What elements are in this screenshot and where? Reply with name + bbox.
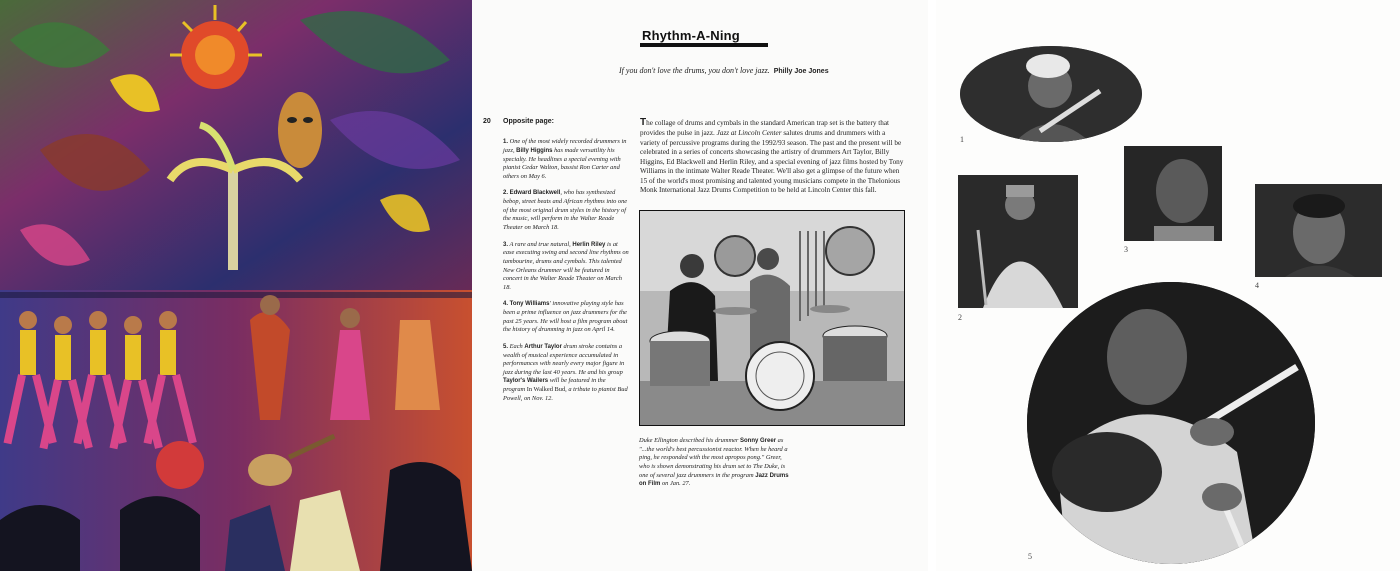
photo-billy-higgins	[960, 46, 1142, 142]
sidebar-entries	[503, 138, 629, 411]
portrait-page	[936, 0, 1400, 571]
drummer-name: Billy Higgins	[516, 147, 553, 154]
photo-tony-williams	[1255, 184, 1382, 277]
epigraph	[619, 66, 829, 75]
caption-drummer-name: Sonny Greer	[740, 438, 777, 444]
mask-shape	[278, 92, 322, 168]
drummer-name: Arthur Taylor	[524, 343, 562, 350]
sidebar-entry: 5. Each Arthur Taylor drum stroke contains a wealth of musical experience accumulated in performances with nearly every major figure in jazz during the last 40 years. He and his group Taylor's Wailers will be featured in the program In Walked Bud, a tribute to pianist Bud Powell, on Nov. 12.	[503, 342, 628, 402]
photo-caption: Duke Ellington described his drummer Sonny Greer as "...the world's best percussionist reactor. When he heard a ping, he responded with the most apropos pong." Greer, who is shown demonstrating his drum set to The Duke, is one of several jazz drummers in the program Jazz Drums on Film on Jan. 27.	[639, 437, 789, 488]
title-underline	[640, 43, 768, 47]
epigraph-quote: If you don't love the drums, you don't love jazz.	[619, 66, 770, 75]
drummer-name: Tony Williams	[509, 301, 550, 308]
drummer-name: Edward Blackwell	[509, 190, 561, 197]
ellington-greer-photo	[639, 210, 905, 426]
group-name: Taylor's Wailers	[503, 378, 549, 385]
photo-edward-blackwell	[958, 175, 1078, 308]
page-title: Rhythm-A-Ning	[642, 28, 740, 43]
page-number: 20	[483, 118, 491, 125]
article-page	[472, 0, 928, 571]
photo-label-3: 3	[1124, 245, 1128, 254]
photo-label-5: 5	[1028, 552, 1032, 561]
caption-program-name: Jazz Drums on Film	[639, 472, 789, 488]
sidebar-entry: 2. Edward Blackwell, who has synthesized bebop, street beats and African rhythms into one of the most original drum styles in the history of the music, will perform in the Walter Reade Theater on March 18.	[503, 189, 628, 231]
red-ball	[156, 441, 204, 489]
collage-artwork	[0, 0, 472, 571]
collage-illustration	[0, 0, 472, 571]
article-body: The collage of drums and cymbals in the standard American trap set is the battery that provides the pulse in jazz. Jazz at Lincoln Center salutes drums and drummers with a variety of percussive programs during the 1992/93 season. The past and the present will be celebrated in a series of concerts showcasing the artistry of drummers Art Taylor, Billy Higgins, Ed Blackwell and Herlin Riley, and a special evening of jazz films hosted by Tony Williams in the intimate Walter Reade Theater. We'll also get a glimpse of the future when 15 of the world's most promising and talented young musicians compete in the Thelonious Monk International Jazz Drums Competition to be held at Lincoln Center this fall.	[640, 117, 904, 195]
photo-herlin-riley	[1124, 146, 1222, 241]
photo-label-1: 1	[960, 135, 964, 144]
drum-set-photo	[640, 211, 904, 425]
sidebar-entry: 4. Tony Williams' innovative playing style has been a prime influence on jazz drummers for the past 25 years. He will host a film program about the history of drumming in jazz on April 14.	[503, 300, 628, 334]
sidebar-entry: 3. A rare and true natural, Herlin Riley is at ease executing swing and second line rhythms on tambourine, drums and cymbals. This talented New Orleans drummer will be featured in concert in the Walter Reade Theater on March 18.	[503, 240, 629, 291]
org-name: Jazz at Lincoln Center	[716, 129, 782, 138]
photo-arthur-taylor	[1027, 282, 1315, 564]
sidebar-heading: Opposite page:	[503, 118, 554, 125]
epigraph-author: Philly Joe Jones	[773, 68, 829, 75]
photo-label-2: 2	[958, 313, 962, 322]
photo-label-4: 4	[1255, 281, 1259, 290]
drop-cap: T	[640, 117, 647, 128]
drummer-name: Herlin Riley	[572, 241, 606, 248]
sidebar-entry: 1. One of the most widely recorded drummers in jazz, Billy Higgins has made versatility his specialty. He headlines a special evening with pianist Cedar Walton, bassist Ron Carter and others on May 6.	[503, 138, 627, 180]
